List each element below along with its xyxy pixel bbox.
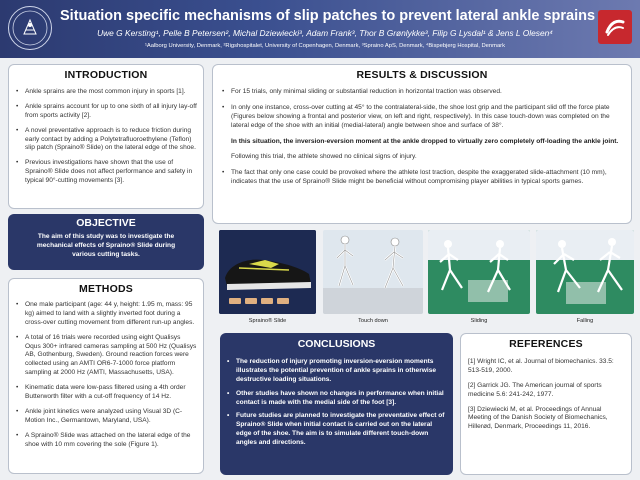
list-item: • One male participant (age: 44 y, height: 1.95 m, mass: 95 kg) aimed to land with a slightly inverted foot during a cross-over cutting movement from different run-up angles.: [15, 301, 197, 328]
list-item: • A total of 16 trials were recorded using eight Qualisys Oqus 300+ infrared cameras sampling at 500 Hz (Qualisys AB, Gothenburg, Sweden). Ground reaction forces were collected using an AMTI OR6-7-1000 force platform sampling at 2000 Hz (AMTI, Massachusetts, USA).: [15, 334, 197, 378]
poster-header: [0, 0, 640, 58]
touch-down-skeleton-image: [323, 230, 423, 314]
objective-panel: [8, 214, 204, 270]
methods-list: [15, 301, 197, 449]
results-highlight: In this situation, the inversion-eversion moment at the ankle dropped to virtually zero completely off-loading the ankle joint.: [231, 137, 619, 145]
figure-caption: Spraino® Slide: [248, 318, 287, 324]
results-paragraph: • For 15 trials, only minimal sliding or substantial reduction in horizontal traction was observed.: [221, 88, 623, 97]
university-seal-icon: [10, 8, 50, 48]
list-item: • Kinematic data were low-pass filtered using a 4th order Butterworth filter with a cut-off frequency of 14 Hz.: [15, 384, 197, 402]
results-heading: RESULTS & DISCUSSION: [356, 69, 488, 81]
figure-caption: Falling: [576, 318, 594, 324]
figure-sliding: [428, 230, 530, 314]
sliding-skeleton-image: [428, 230, 530, 314]
methods-heading: METHODS: [79, 283, 133, 295]
spraino-logo: [598, 10, 632, 44]
introduction-panel: [8, 64, 204, 209]
results-paragraph: Following this trial, the athlete showed no clinical signs of injury.: [231, 153, 417, 161]
conclusions-heading: CONCLUSIONS: [297, 338, 376, 350]
reference-item: [1] Wright IC, et al. Journal of biomechanics. 33.5: 513-519, 2000.: [468, 358, 614, 374]
conclusions-panel: [220, 333, 453, 475]
figure-spraino-slide: [219, 230, 316, 314]
references-panel: [460, 333, 632, 475]
methods-panel: [8, 278, 204, 474]
list-item: • A Spraino® Slide was attached on the lateral edge of the shoe with 10 mm covering the sole (Figure 1).: [15, 432, 197, 450]
results-paragraph: • The fact that only one case could be provoked where the athlete lost traction, despite the exaggerated slide-attachment (10 mm), indicates that the use of Spraino® Slide might be beneficial without compromising player abilities in typical sports games.: [221, 169, 623, 187]
list-item: • Ankle joint kinetics were analyzed using Visual 3D (C-Motion Inc., Germantown, Maryland, USA).: [15, 408, 197, 426]
list-item: • Other studies have shown no changes in performance when initial contact is made with the medial side of the foot [3].: [226, 390, 445, 408]
introduction-list: [15, 88, 197, 186]
figure-caption: Sliding: [470, 318, 488, 324]
figure-caption: Touch down: [358, 318, 388, 324]
results-paragraph: • In only one instance, cross-over cutting at 45° to the contralateral-side, the shoe lost grip and the participant slid off the force plate (Figures below showing a frontal and posterior view, on left and right, respectively). In this case touch-down was completed on the lateral edge of the shoe with an initial (medial-lateral) angle between shoe and surface of 38°.: [221, 104, 623, 131]
list-item: • Previous investigations have shown that the use of Spraino® Slide does not affect performance and safety in typical 90°-cutting movements [3].: [15, 159, 197, 186]
list-item: • The reduction of injury promoting inversion-eversion moments illustrates the potential prevention of ankle sprains in otherwise destructive loading situations.: [226, 358, 445, 385]
reference-item: [3] Dziewiecki M, et al. Proceedings of Annual Meeting of the Danish Society of Biomechanics, Hillerød, Denmark, Proceedings 11, 2016.: [468, 405, 608, 431]
conclusions-list: [220, 350, 453, 448]
list-item: • Future studies are planned to investigate the preventative effect of Spraino® Slide when initial contact is carried out on the lateral edge of the shoe. The aim is to simulate different touch-down angles and directions.: [226, 412, 445, 448]
falling-skeleton-image: [536, 230, 634, 314]
list-item: • A novel preventative approach is to reduce friction during early contact by adding a Polytetrafluoroethylene (Teflon) slip patch (Spraino® Slide) on the lateral edge of the shoe.: [15, 127, 197, 154]
list-item: • Ankle sprains account for up to one sixth of all injury lay-off from sports activity [2].: [15, 103, 197, 121]
list-item: • Ankle sprains are the most common injury in sports [1].: [15, 88, 197, 97]
poster-affiliations: ¹Aalborg University, Denmark, ²Rigshospitalet, University of Copenhagen, Denmark, ³Spraino ApS, Denmark, ⁴Bispebjerg Hospital, Denmark: [144, 43, 505, 49]
spraino-mark-icon: [602, 14, 628, 40]
figure-touch-down: [323, 230, 423, 314]
poster-authors: Uwe G Kersting¹, Pelle B Petersen², Michal Dziewiecki³, Adam Frank³, Thor B Grønlykke³, Filip G Lysdal¹ & Jens L Olesen⁴: [97, 28, 553, 38]
shoe-image: [219, 230, 316, 314]
results-panel: [212, 64, 632, 224]
figure-falling: [536, 230, 634, 314]
introduction-heading: INTRODUCTION: [64, 69, 148, 81]
objective-heading: OBJECTIVE: [76, 217, 136, 229]
reference-item: [2] Garrick JG. The American journal of sports medicine 5.6: 241-242, 1977.: [468, 381, 602, 398]
poster-title: Situation specific mechanisms of slip patches to prevent lateral ankle sprains: [60, 8, 596, 24]
references-heading: REFERENCES: [509, 338, 583, 350]
aalborg-university-logo: [8, 6, 52, 50]
objective-text: The aim of this study was to investigate the mechanical effects of Spraino® Slide during various cutting tasks.: [36, 233, 176, 258]
